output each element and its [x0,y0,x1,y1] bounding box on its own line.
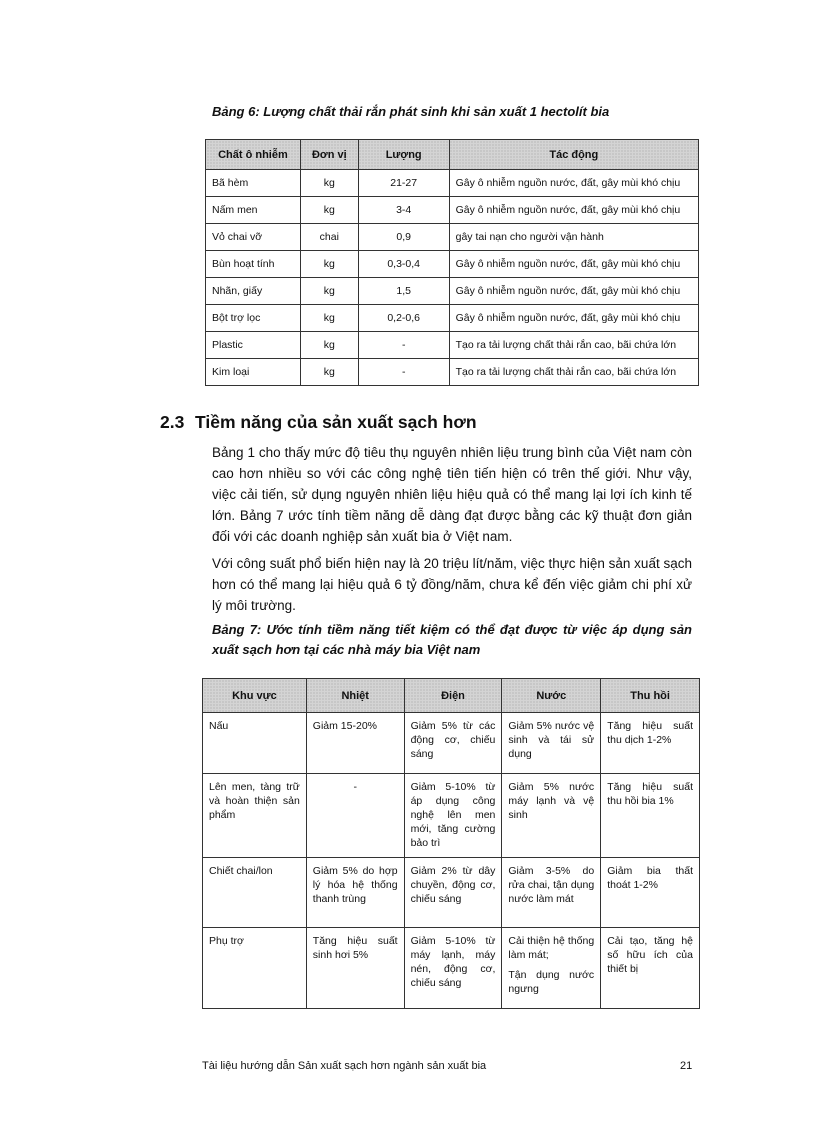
cell-water-text: Giảm 3-5% do rửa chai, tận dụng nước làm mát [508,865,595,905]
table7-caption: Bảng 7: Ước tính tiềm năng tiết kiệm có thể đạt được từ việc áp dụng sản xuất sạch hơn tại các nhà máy bia Việt nam [212,622,692,657]
header-water: Nước [502,679,601,713]
section-heading [160,412,477,433]
cell-area: Nấu [203,713,307,774]
table-header-row [206,140,699,170]
cell-heat: - [306,774,404,858]
cell-impact: Gây ô nhiễm nguồn nước, đất, gây mùi khó chịu [449,305,698,332]
table-row [206,278,699,305]
cell-area: Phụ trợ [203,928,307,1009]
cell-impact: Gây ô nhiễm nguồn nước, đất, gây mùi khó chịu [449,197,698,224]
cell-amount: 0,3-0,4 [358,251,449,278]
cell-amount: 0,2-0,6 [358,305,449,332]
cell-amount: 3-4 [358,197,449,224]
table-row [206,170,699,197]
cell-pollutant: Plastic [206,332,301,359]
cell-amount: - [358,332,449,359]
page-number: 21 [680,1060,693,1072]
cell-area: Chiết chai/lon [203,858,307,928]
cell-heat: Giảm 5% do hợp lý hóa hệ thống thanh trùng [306,858,404,928]
cell-unit: kg [300,251,358,278]
table-row [203,713,700,774]
cell-heat: Giảm 15-20% [306,713,404,774]
header-power: Điện [404,679,502,713]
footer-text: Tài liệu hướng dẫn Sản xuất sạch hơn ngành sản xuất bia [202,1060,487,1072]
cell-water [502,774,601,858]
cell-amount: - [358,359,449,386]
cell-impact: Tạo ra tải lượng chất thải rắn cao, bãi chứa lớn [449,332,698,359]
cell-pollutant: Kim loại [206,359,301,386]
cell-impact: Tạo ra tải lượng chất thải rắn cao, bãi chứa lớn [449,359,698,386]
cell-recovery: Giảm bia thất thoát 1-2% [601,858,700,928]
section-number: 2.3 [160,412,185,432]
cell-heat: Tăng hiệu suất sinh hơi 5% [306,928,404,1009]
cell-area: Lên men, tàng trữ và hoàn thiện sản phẩm [203,774,307,858]
table-row [206,332,699,359]
header-area: Khu vực [203,679,307,713]
cell-pollutant: Bột trợ lọc [206,305,301,332]
cell-recovery: Cải tạo, tăng hệ số hữu ích của thiết bị [601,928,700,1009]
cell-water-text: Cải thiện hệ thống làm mát; [508,935,595,961]
cell-water-text: Giảm 5% nước máy lạnh và vệ sinh [508,781,595,821]
cell-power: Giảm 5-10% từ máy lạnh, máy nén, động cơ, chiếu sáng [404,928,502,1009]
cell-unit: kg [300,359,358,386]
cell-pollutant: Nhãn, giấy [206,278,301,305]
cell-power: Giảm 2% từ dây chuyền, động cơ, chiếu sáng [404,858,502,928]
cell-unit: kg [300,197,358,224]
cell-pollutant: Bã hèm [206,170,301,197]
cell-recovery: Tăng hiệu suất thu dịch 1-2% [601,713,700,774]
cell-unit: kg [300,305,358,332]
table-row [206,251,699,278]
cell-pollutant: Nấm men [206,197,301,224]
table-row [206,197,699,224]
cell-pollutant: Vỏ chai vỡ [206,224,301,251]
header-heat: Nhiệt [306,679,404,713]
table-row [206,359,699,386]
cell-impact: gây tai nạn cho người vận hành [449,224,698,251]
table-row [203,858,700,928]
header-amount: Lượng [358,140,449,170]
cell-amount: 0,9 [358,224,449,251]
cell-water-text: Giảm 5% nước vệ sinh và tái sử dụng [508,720,595,760]
cell-water [502,713,601,774]
solid-waste-table [205,139,699,386]
body-paragraph: Với công suất phổ biến hiện nay là 20 triệu lít/năm, việc thực hiện sản xuất sạch hơn có thể mang lại hiệu quả 6 tỷ đồng/năm, chưa kể đến việc giảm chi phí xử lý môi trường. [212,556,692,613]
cell-impact: Gây ô nhiễm nguồn nước, đất, gây mùi khó chịu [449,170,698,197]
cell-unit: chai [300,224,358,251]
table-header-row [203,679,700,713]
cell-power: Giảm 5% từ các động cơ, chiếu sáng [404,713,502,774]
body-paragraph: Bảng 1 cho thấy mức độ tiêu thụ nguyên nhiên liệu trung bình của Việt nam còn cao hơn nhiều so với các công nghệ tiên tiến hiện có trên thế giới. Như vậy, việc cải tiến, sử dụng nguyên nhiên liệu hiệu quả có thể mang lại lợi ích kinh tế lớn. Bảng 7 ước tính tiềm năng dễ dàng đạt được bằng các kỹ thuật đơn giản đối với các doanh nghiệp sản xuất bia ở Việt nam. [212,445,692,544]
header-impact: Tác động [449,140,698,170]
cell-water-text: Tận dụng nước ngưng [508,969,595,995]
cell-unit: kg [300,278,358,305]
cell-power: Giảm 5-10% từ áp dụng công nghệ lên men mới, tăng cường bảo trì [404,774,502,858]
cell-impact: Gây ô nhiễm nguồn nước, đất, gây mùi khó chịu [449,278,698,305]
cell-impact: Gây ô nhiễm nguồn nước, đất, gây mùi khó chịu [449,251,698,278]
cell-water [502,928,601,1009]
header-pollutant: Chất ô nhiễm [206,140,301,170]
cell-unit: kg [300,170,358,197]
cell-water [502,858,601,928]
table-row [206,305,699,332]
table6-caption: Bảng 6: Lượng chất thải rắn phát sinh khi sản xuất 1 hectolít bia [212,104,610,119]
cell-pollutant: Bùn hoạt tính [206,251,301,278]
cell-amount: 1,5 [358,278,449,305]
table-row [203,928,700,1009]
cell-unit: kg [300,332,358,359]
header-recovery: Thu hồi [601,679,700,713]
table-row [206,224,699,251]
table-row [203,774,700,858]
cell-amount: 21-27 [358,170,449,197]
header-unit: Đơn vị [300,140,358,170]
savings-potential-table [202,678,700,1009]
section-title: Tiềm năng của sản xuất sạch hơn [195,412,477,432]
cell-recovery: Tăng hiệu suất thu hồi bia 1% [601,774,700,858]
